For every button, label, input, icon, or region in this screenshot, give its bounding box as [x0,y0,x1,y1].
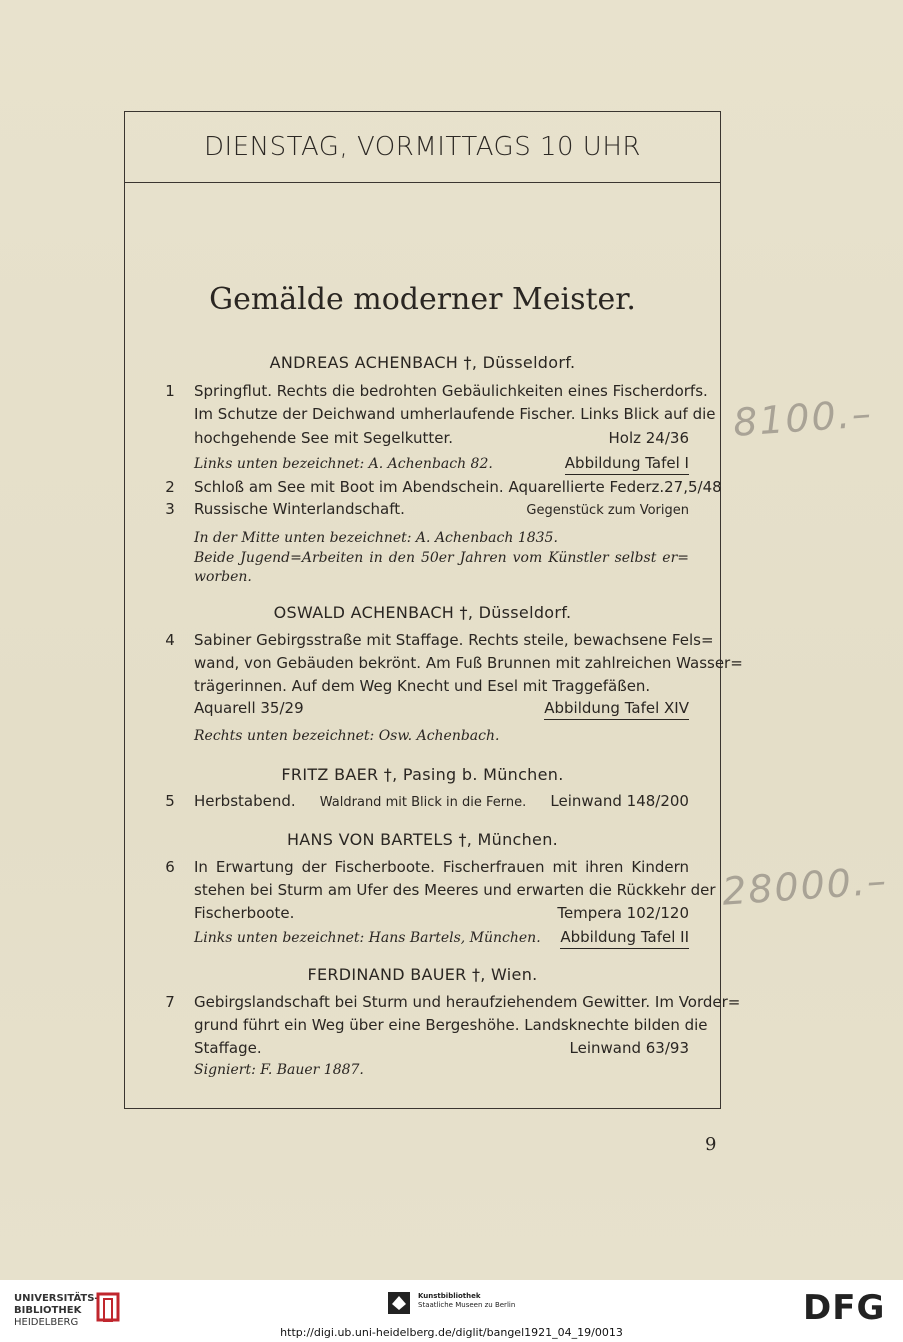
lot-description: Sabiner Gebirgsstraße mit Staffage. Rechts steile, bewachsene Fels= [194,631,714,649]
kunstbibliothek-emblem-icon [386,1290,412,1316]
lot-number: 5 [165,792,175,810]
lot-description: In Erwartung der Fischerboote. Fischerfrauen mit ihren Kindern [194,858,689,876]
lot-description: Schloß am See mit Boot im Abendschein. Aquarellierte Federz. [194,478,665,496]
lot-description: Gebirgslandschaft bei Sturm und heraufziehendem Gewitter. Im Vorder= [194,993,741,1011]
lot-medium-size: Leinwand 148/200 [550,792,689,810]
artist-heading: ANDREAS ACHENBACH †, Düsseldorf. [269,353,576,372]
lot-number: 3 [165,500,175,518]
lot-medium-size: Tempera 102/120 [557,904,689,922]
lot-note-row [194,927,689,949]
lot-description: Waldrand mit Blick in die Ferne. [319,795,527,810]
lot-description-row [194,698,689,720]
signature-note: Rechts unten bezeichnet: Osw. Achenbach. [194,728,500,744]
lot-description-row [194,903,689,923]
plate-reference: Abbildung Tafel I [565,453,689,475]
lot-number: 1 [165,382,175,400]
lot-description: Im Schutze der Deichwand umherlaufende Fischer. Links Blick auf die [194,405,716,423]
signature-note: In der Mitte unten bezeichnet: A. Achenbach 1835. [194,530,558,546]
provenance-note: Beide Jugend=Arbeiten in den 50er Jahren vom Künstler selbst er= [194,550,689,566]
plate-reference: Abbildung Tafel II [560,927,689,949]
signature-note: Links unten bezeichnet: Hans Bartels, München. [194,930,541,946]
artist-heading: OSWALD ACHENBACH †, Düsseldorf. [273,603,572,622]
ub-logo-line: BIBLIOTHEK [14,1305,82,1316]
lot-description: grund führt ein Weg über eine Bergeshöhe. Landsknechte bilden die [194,1016,708,1034]
lot-description: Springflut. Rechts die bedrohten Gebäulichkeiten eines Fischerdorfs. [194,382,708,400]
kb-logo-line: Staatliche Museen zu Berlin [418,1301,516,1309]
lot-medium-size: Aquarell 35/29 [194,699,304,717]
lot-description: Fischerboote. [194,904,295,922]
lot-description: Russische Winterlandschaft. [194,500,405,518]
pencil-price-note: 28000.– [720,858,890,914]
lot-number: 4 [165,631,175,649]
lot-number: 6 [165,858,175,876]
pencil-price-note: 8100.– [731,391,875,445]
lot-description: stehen bei Sturm am Ufer des Meeres und erwarten die Rückkehr der [194,881,716,899]
provenance-note: worben. [194,569,252,585]
lot-title: Herbstabend. [194,792,296,810]
lot-medium-size: 27,5/48 [664,478,722,496]
ub-emblem-icon [92,1291,126,1325]
plate-reference: Abbildung Tafel XIV [544,698,689,720]
lot-number: 7 [165,993,175,1011]
artist-heading: FERDINAND BAUER †, Wien. [307,965,538,984]
lot-row [194,499,689,521]
artist-heading: HANS VON BARTELS †, München. [286,830,559,849]
artist-heading: FRITZ BAER †, Pasing b. München. [281,765,564,784]
lot-description: trägerinnen. Auf dem Weg Knecht und Esel mit Traggefäßen. [194,677,651,695]
ub-logo-line: UNIVERSITÄTS- [14,1293,99,1304]
lot-medium-size: Gegenstück zum Vorigen [526,503,689,518]
kunstbibliothek-logo[interactable] [418,1292,515,1310]
dfg-logo[interactable]: DFG [803,1288,886,1328]
signature-note: Links unten bezeichnet: A. Achenbach 82. [194,456,493,472]
session-header: DIENSTAG, VORMITTAGS 10 UHR [124,111,721,183]
lot-description-row [194,1038,689,1058]
lot-medium-size: Holz 24/36 [608,429,689,447]
ub-heidelberg-logo[interactable] [14,1293,99,1329]
lot-note-row [194,453,689,475]
lot-row [194,477,722,497]
lot-description: hochgehende See mit Segelkutter. [194,429,454,447]
source-url[interactable]: http://digi.ub.uni-heidelberg.de/diglit/bangel1921_04_19/0013 [280,1326,623,1339]
lot-medium-size: Leinwand 63/93 [569,1039,689,1057]
lot-number: 2 [165,478,175,496]
lot-description: Staffage. [194,1039,262,1057]
lot-description-row [194,428,689,448]
catalog-title: Gemälde moderner Meister. [209,282,636,317]
ub-logo-line: HEIDELBERG [14,1317,79,1328]
kb-logo-line: Kunstbibliothek [418,1292,481,1300]
page-number: 9 [705,1134,717,1155]
signature-note: Signiert: F. Bauer 1887. [194,1062,364,1078]
lot-description: wand, von Gebäuden bekrönt. Am Fuß Brunnen mit zahlreichen Wasser= [194,654,743,672]
lot-row [194,791,689,813]
